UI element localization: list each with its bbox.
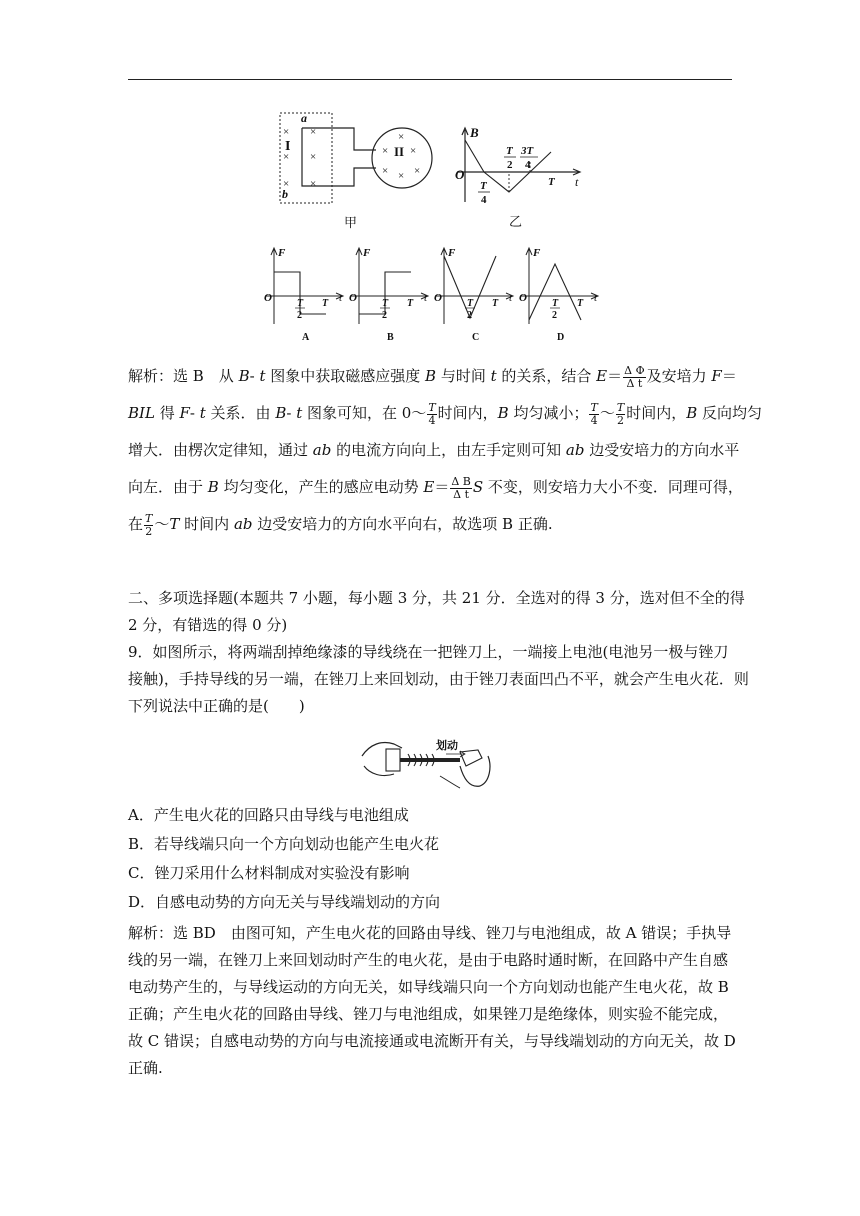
cross-3: ×: [283, 178, 290, 190]
frac-den: 4: [590, 413, 598, 427]
b-axis-label: B: [470, 125, 479, 140]
graph-a-full: T: [322, 298, 329, 309]
tick-3q-den: 4: [525, 159, 531, 171]
q9-stem: [128, 639, 749, 720]
fraction-t-2b: [144, 513, 153, 538]
q8-analysis-line-3: [128, 435, 740, 465]
tick-quarter-num: T: [480, 180, 487, 192]
t: 关系．由: [205, 404, 276, 422]
cross-1: ×: [283, 126, 290, 138]
q9-analysis-line-6: 正确.: [128, 1059, 163, 1077]
var-f: F: [179, 404, 190, 422]
cross-7: ×: [398, 131, 405, 143]
t: 的关系，结合: [496, 367, 597, 385]
t: 时间内，: [626, 404, 687, 422]
graph-c: [434, 247, 513, 343]
q8-analysis-line-1: [128, 361, 737, 391]
t: 的电流方向向上，由左手定则可知: [331, 441, 566, 459]
var-t: t: [296, 404, 303, 422]
t: -: [189, 404, 200, 422]
cross-12: ×: [414, 165, 421, 177]
graph-a: [264, 247, 343, 343]
t: 均匀减小；: [508, 404, 589, 422]
q9-option-a: A．产生电火花的回路只由导线与电池组成: [128, 806, 409, 824]
graph-b-y: F: [363, 247, 371, 259]
t: 时间内: [179, 515, 234, 533]
graph-d-half-num: T: [552, 298, 559, 309]
section2-line-1: 二、多项选择题(本题共 7 小题，每小题 3 分，共 21 分．全选对的得 3 分，选对但不全的得: [128, 589, 745, 607]
graph-c-half-num: T: [467, 298, 474, 309]
t: -: [286, 404, 297, 422]
t: 图象中获取磁感应强度: [265, 367, 426, 385]
t: 边受安培力的方向水平: [584, 441, 740, 459]
q8-analysis: [128, 361, 763, 539]
graph-b-t: t: [424, 292, 428, 304]
q9-option-c: C．锉刀采用什么材料制成对实验没有影响: [128, 864, 410, 882]
t: 在: [128, 515, 144, 533]
graph-a-label: A: [302, 332, 310, 343]
graph-c-y: F: [448, 247, 456, 259]
t: 图象可知，在 0～: [302, 404, 427, 422]
q8-analysis-line-4: [128, 472, 743, 502]
fraction-t-4b: [589, 402, 598, 427]
q9-option-d: D．自感电动势的方向无关与导线端划动的方向: [128, 893, 441, 911]
region1-label: I: [285, 139, 291, 154]
graph-d: [519, 247, 598, 343]
t: ＝: [434, 478, 450, 496]
frac-den: Δ t: [626, 376, 643, 390]
frac-num: Δ Φ: [624, 363, 645, 377]
graph-d-half-den: 2: [552, 310, 557, 321]
cross-10: ×: [398, 170, 405, 182]
wire-end: [440, 776, 460, 788]
graph-d-t: t: [594, 292, 598, 304]
region2-label: II: [394, 144, 405, 159]
t: 解析：选 B 从: [128, 367, 239, 385]
option-graphs-svg: [262, 244, 602, 344]
var-f: F: [711, 367, 722, 385]
var-b: B: [238, 367, 250, 385]
var-t: t: [259, 367, 266, 385]
q9-analysis-line-2: 线的另一端，在锉刀上来回划动时产生的电火花，是由于电路时通时断，在回路中产生自感: [128, 951, 729, 969]
tick-half-den: 2: [507, 159, 513, 171]
var-b: B: [207, 478, 219, 496]
option-graphs: [262, 244, 602, 344]
header-rule: [128, 79, 732, 80]
tick-quarter-den: 4: [481, 194, 487, 206]
point-a-label: a: [301, 111, 307, 125]
point-b-label: b: [282, 187, 288, 201]
t: 得: [154, 404, 180, 422]
right-hand-tool: [460, 750, 482, 766]
fraction-t-2: [616, 402, 625, 427]
frac-num: T: [145, 511, 153, 525]
t: ＝: [607, 367, 623, 385]
t: 与时间: [436, 367, 491, 385]
frac-num: T: [616, 400, 625, 414]
t: ～: [154, 515, 170, 533]
graph-c-full: T: [492, 298, 499, 309]
t: 反向均匀: [697, 404, 763, 422]
cross-5: ×: [310, 151, 317, 163]
frac-num: Δ B: [451, 474, 471, 488]
battery-icon: [386, 749, 400, 771]
graph-a-t: t: [339, 292, 343, 304]
var-ab: ab: [233, 515, 253, 533]
q9-analysis-line-5: 故 C 错误；自感电动势的方向与电流接通或电流断开有关，与导线端划动的方向无关，故 D: [128, 1032, 736, 1050]
graph-d-label: D: [557, 332, 565, 343]
right-hand: [460, 756, 490, 786]
cross-6: ×: [310, 178, 317, 190]
t: ～: [599, 404, 615, 422]
fraction-db-dt: [450, 476, 472, 501]
var-ab: ab: [565, 441, 585, 459]
q8-analysis-line-2: [128, 398, 763, 428]
figure-yi-svg: [453, 122, 593, 232]
t: 及安培力: [646, 367, 712, 385]
graph-c-half-den: 2: [467, 310, 472, 321]
var-ab: ab: [312, 441, 332, 459]
fraction-t-4: [427, 402, 436, 427]
graph-a-half-den: 2: [297, 310, 302, 321]
q9-figure: [360, 736, 500, 792]
graph-a-o: O: [264, 292, 272, 304]
graph-d-y: F: [533, 247, 541, 259]
graph-b-label: B: [387, 332, 394, 343]
q8-analysis-line-5: [128, 509, 734, 539]
q9-analysis-line-4: 正确；产生电火花的回路由导线、锉刀与电池组成，如果锉刀是绝缘体，则实验不能完成，: [128, 1005, 729, 1023]
graph-a-y: F: [278, 247, 286, 259]
q9-analysis-line-1: 解析：选 BD 由图可知，产生电火花的回路由导线、锉刀与电池组成，故 A 错误；手执导: [128, 924, 732, 942]
graph-c-o: O: [434, 292, 442, 304]
graph-b-o: O: [349, 292, 357, 304]
origin-label: O: [455, 167, 465, 182]
q9-line-2: 接触)，手持导线的另一端，在锉刀上来回划动，由于锉刀表面凹凸不平，就会产生电火花．则: [128, 670, 749, 688]
var-b: B: [497, 404, 509, 422]
cross-8: ×: [382, 145, 389, 157]
figure-jia: [276, 108, 446, 233]
figure-yi: [453, 122, 593, 232]
frac-num: T: [428, 400, 436, 414]
t: 均匀变化，产生的感应电动势: [218, 478, 424, 496]
q9-option-b: B．若导线端只向一个方向划动也能产生电火花: [128, 835, 440, 853]
var-b: B: [275, 404, 287, 422]
fraction-dphi-dt: [623, 365, 645, 390]
motion-label: 划动: [436, 740, 458, 752]
var-b: B: [686, 404, 698, 422]
tick-full: T: [548, 176, 555, 188]
cross-11: ×: [382, 165, 389, 177]
t: 时间内，: [437, 404, 498, 422]
var-e: E: [423, 478, 435, 496]
graph-b-full: T: [407, 298, 414, 309]
t: ＝: [721, 367, 737, 385]
cross-9: ×: [410, 145, 417, 157]
frac-den: Δ t: [453, 487, 470, 501]
q9-figure-svg: [360, 736, 500, 792]
var-e: E: [596, 367, 608, 385]
figure-yi-caption: 乙: [509, 214, 523, 229]
t: 向左．由于: [128, 478, 208, 496]
tick-half-num: T: [506, 145, 513, 157]
t: -: [249, 367, 260, 385]
q9-analysis: [128, 920, 734, 1082]
q9-analysis-line-3: 电动势产生的，与导线运动的方向无关，如导线端只向一个方向划动也能产生电火花，故 B: [128, 978, 729, 996]
t: 边受安培力的方向水平向右，故选项 B 正确.: [252, 515, 553, 533]
var-s: S: [472, 478, 484, 496]
frac-num: T: [590, 400, 598, 414]
graph-b-half-num: T: [382, 298, 389, 309]
var-b: B: [425, 367, 437, 385]
var-bil: BIL: [128, 404, 155, 422]
var-t: T: [169, 515, 180, 533]
q9-line-1: 9．如图所示，将两端刮掉绝缘漆的导线绕在一把锉刀上，一端接上电池(电池另一极与锉刀: [128, 643, 729, 661]
var-t: t: [490, 367, 497, 385]
graph-c-label: C: [472, 332, 480, 343]
graph-d-o: O: [519, 292, 527, 304]
figure-jia-caption: 甲: [344, 215, 358, 230]
cross-2: ×: [283, 151, 290, 163]
frac-den: 2: [145, 524, 153, 538]
var-t: t: [199, 404, 206, 422]
frac-den: 2: [617, 413, 625, 427]
graph-d-full: T: [577, 298, 584, 309]
graph-c-t: t: [509, 292, 513, 304]
t: 增大．由楞次定律知，通过: [128, 441, 313, 459]
cross-4: ×: [310, 126, 317, 138]
t-axis-label: t: [575, 175, 579, 189]
t: 不变，则安培力大小不变．同理可得，: [483, 478, 743, 496]
section2-heading: [128, 585, 745, 639]
graph-a-half-num: T: [297, 298, 304, 309]
figure-jia-svg: [276, 108, 446, 233]
section2-line-2: 2 分，有错选的得 0 分): [128, 616, 288, 634]
graph-b-half-den: 2: [382, 310, 387, 321]
frac-den: 4: [428, 413, 436, 427]
q9-line-3: 下列说法中正确的是( ): [128, 697, 305, 715]
graph-b: [349, 247, 428, 343]
tick-3q-num: 3T: [521, 145, 534, 157]
